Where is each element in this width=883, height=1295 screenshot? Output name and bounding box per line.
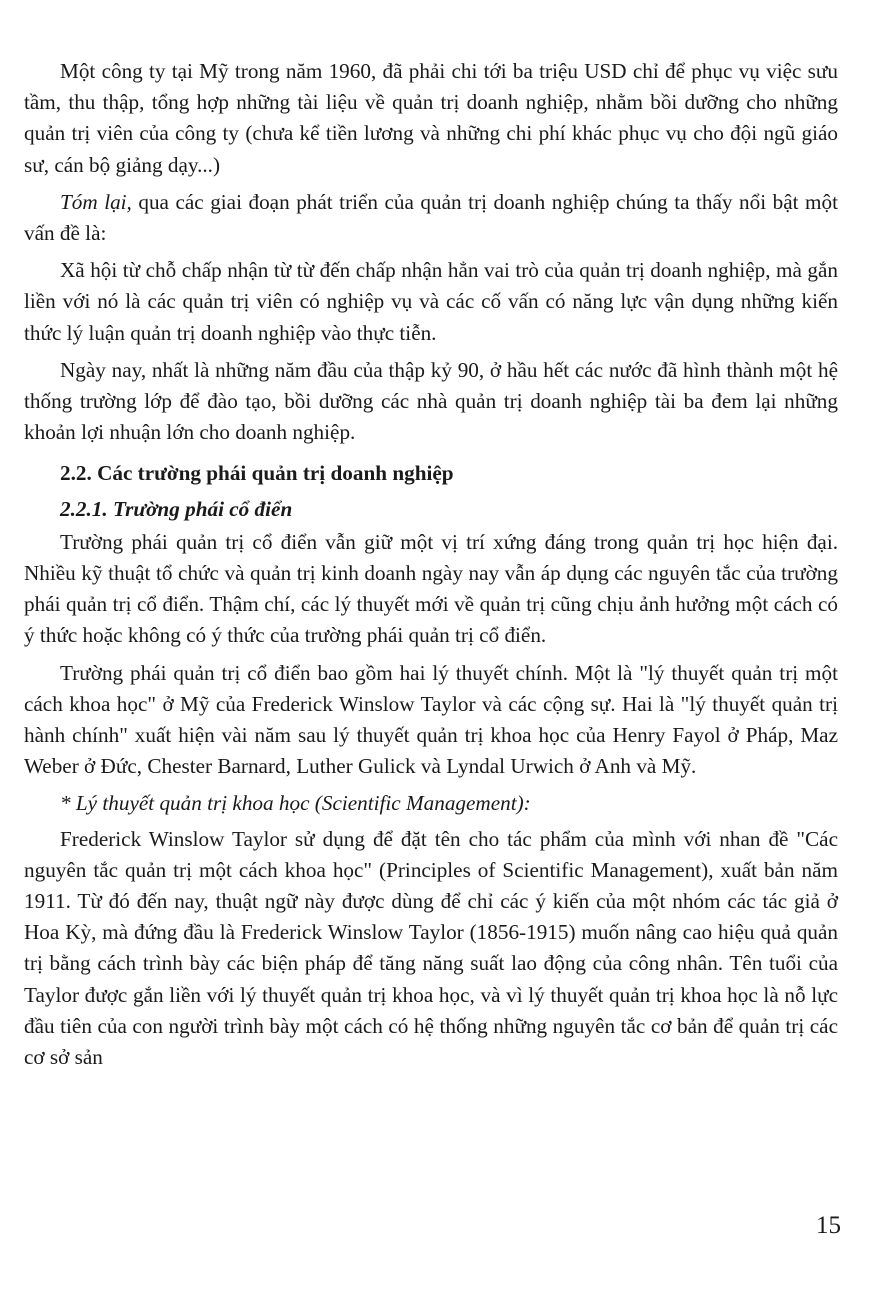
scientific-management-heading: * Lý thuyết quản trị khoa học (Scientific Management): (60, 791, 531, 816)
paragraph-2-lead: Tóm lại, (60, 189, 132, 214)
page-number: 15 (816, 1212, 841, 1239)
paragraph-5: Trường phái quản trị cổ điển vẫn giữ một vị trí xứng đáng trong quản trị học hiện đại. Nhiều kỹ thuật tổ chức và quản trị kinh doanh ngày nay vẫn áp dụng các nguyên tắc của trường phái quản trị cổ điển. Thậm chí, các lý thuyết mới về quản trị cũng chịu ảnh hưởng một cách có ý thức hoặc không có ý thức của trường phái quản trị cổ điển. (24, 529, 838, 648)
paragraph-6: Trường phái quản trị cổ điển bao gồm hai lý thuyết chính. Một là "lý thuyết quản trị một cách khoa học" ở Mỹ của Frederick Winslow Taylor và các cộng sự. Hai là "lý thuyết quản trị hành chính" xuất hiện vài năm sau lý thuyết quản trị khoa học của Henry Fayol ở Pháp, Maz Weber ở Đức, Chester Barnard, Luther Gulick và Lyndal Urwich ở Anh và Mỹ. (24, 660, 838, 779)
paragraph-1: Một công ty tại Mỹ trong năm 1960, đã phải chi tới ba triệu USD chỉ để phục vụ việc sưu tầm, thu thập, tổng hợp những tài liệu về quản trị doanh nghiệp, nhằm bồi dưỡng cho những quản trị viên của công ty (chưa kể tiền lương và những chi phí khác phục vụ cho đội ngũ giáo sư, cán bộ giảng dạy...) (24, 59, 838, 177)
paragraph-7: Frederick Winslow Taylor sử dụng để đặt tên cho tác phẩm của mình với nhan đề "Các nguyên tắc quản trị một cách khoa học" (Principles of Scientific Management), xuất bản năm 1911. Từ đó đến nay, thuật ngữ này được dùng để chỉ các ý kiến của một nhóm các tác giả ở Hoa Kỳ, mà đứng đầu là Frederick Winslow Taylor (1856-1915) muốn nâng cao hiệu quả quản trị bằng cách trình bày các biện pháp để tăng năng suất lao động của công nhân. Tên tuổi của Taylor được gắn liền với lý thuyết quản trị khoa học, và vì lý thuyết quản trị khoa học là nỗ lực đầu tiên của con người trình bày một cách có hệ thống những nguyên tắc cơ bản để quản trị các cơ sở sản (24, 826, 838, 1070)
paragraph-2 (24, 187, 838, 249)
paragraph-4: Ngày nay, nhất là những năm đầu của thập kỷ 90, ở hầu hết các nước đã hình thành một hệ thống trường lớp để đào tạo, bồi dưỡng các nhà quản trị doanh nghiệp tài ba đem lại những khoản lợi nhuận lớn cho doanh nghiệp. (24, 357, 838, 445)
paragraph-3: Xã hội từ chỗ chấp nhận từ từ đến chấp nhận hẳn vai trò của quản trị doanh nghiệp, mà gắn liền với nó là các quản trị viên có nghiệp vụ và các cố vấn có năng lực vận dụng những kiến thức lý luận quản trị doanh nghiệp vào thực tiễn. (24, 258, 838, 345)
page-body (24, 56, 838, 1079)
section-heading-2-2-1: 2.2.1. Trường phái cổ điển (60, 496, 293, 521)
section-heading-2-2: 2.2. Các trường phái quản trị doanh nghiệp (60, 461, 454, 486)
paragraph-2-rest: qua các giai đoạn phát triển của quản trị doanh nghiệp chúng ta thấy nổi bật một vấn đề là: (24, 189, 838, 246)
